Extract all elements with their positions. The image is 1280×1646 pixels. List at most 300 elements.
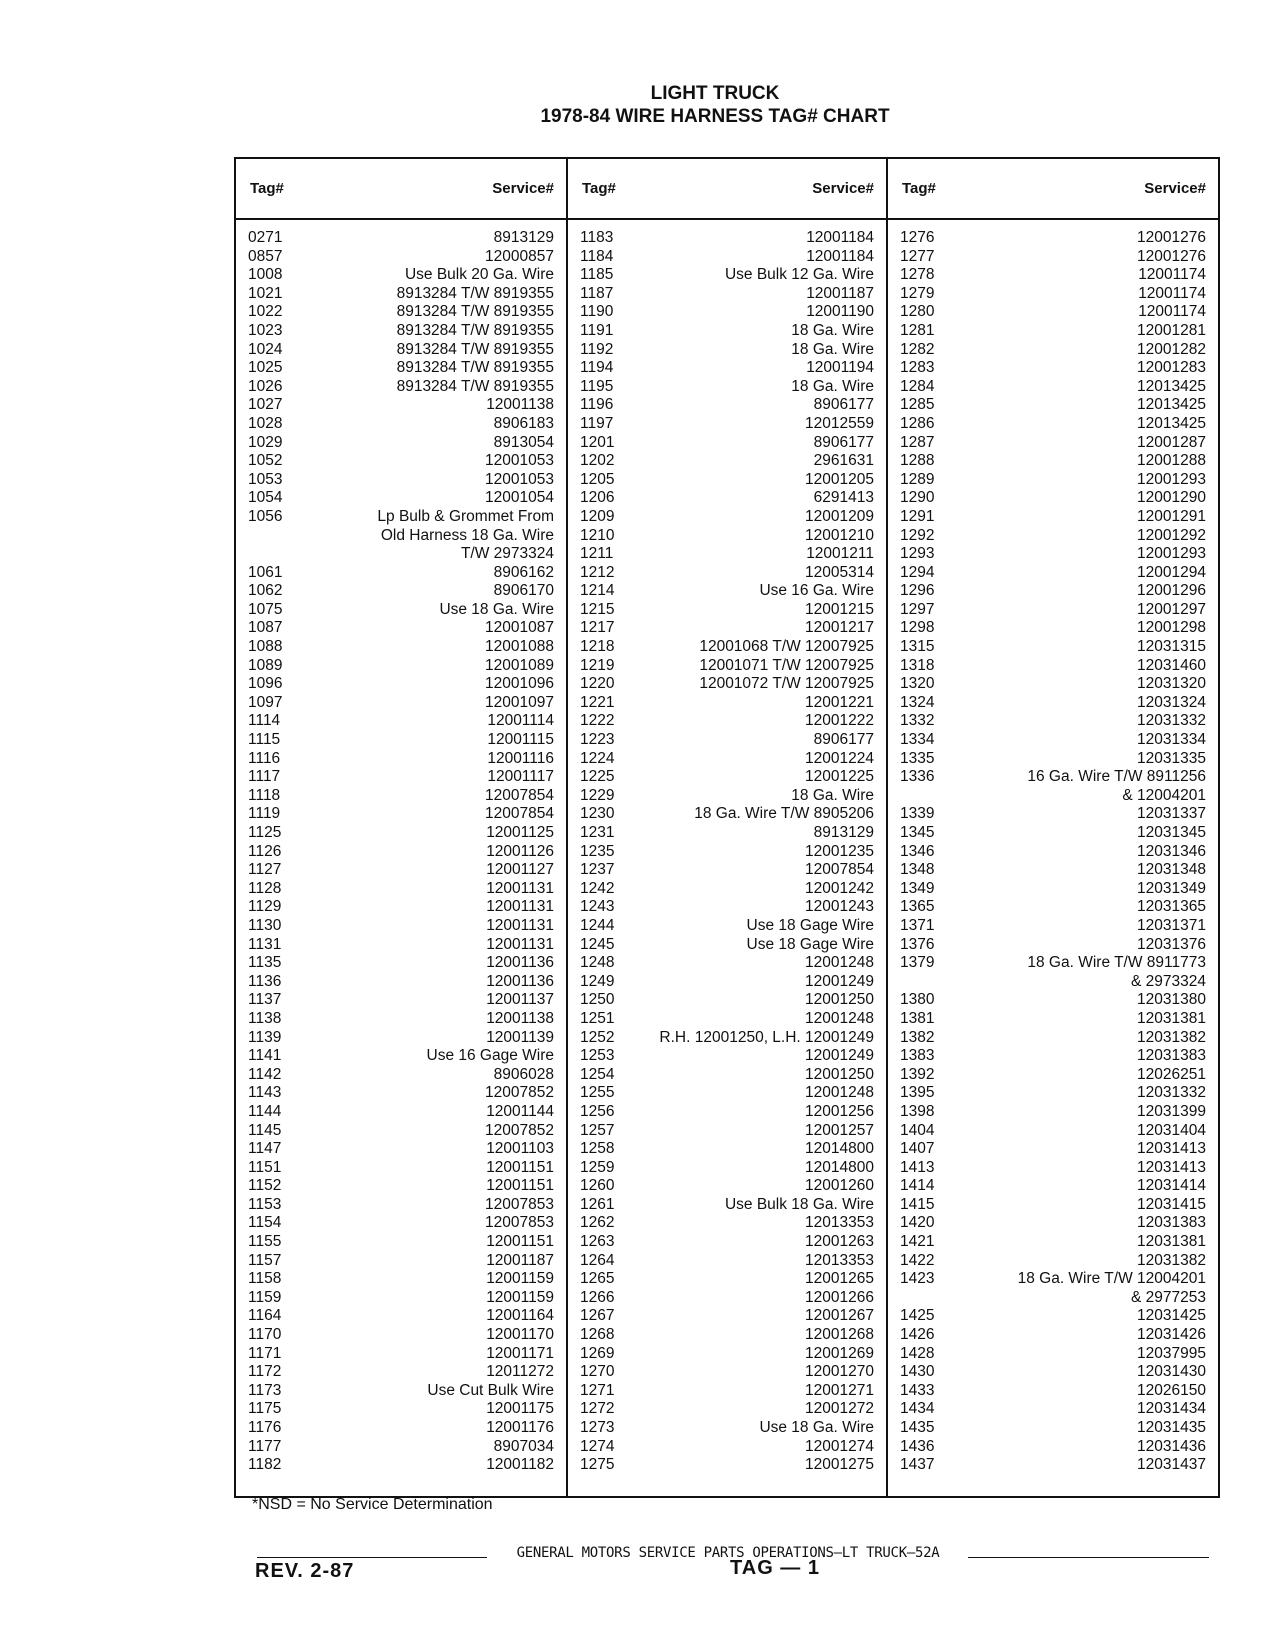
tag-number: 1062 [248, 582, 283, 600]
table-row [580, 527, 874, 546]
table-row [248, 898, 554, 917]
service-number: 12031345 [1137, 824, 1206, 841]
title-line-1: LIGHT TRUCK [650, 83, 780, 104]
tag-number: 1202 [580, 452, 615, 470]
tag-number: 1056 [248, 507, 283, 525]
service-number: 12001174 [1138, 284, 1206, 302]
tag-number: 1187 [580, 284, 614, 302]
table-row [580, 1103, 874, 1122]
table-row [248, 824, 554, 843]
table-row [248, 1233, 554, 1252]
tag-number: 1291 [900, 507, 935, 525]
tag-number: 1053 [248, 470, 283, 488]
tag-number: 1265 [580, 1270, 615, 1288]
table-row [248, 1345, 554, 1364]
service-number: 12031382 [1137, 1028, 1206, 1046]
table-row [900, 527, 1206, 546]
service-number: 12001125 [486, 824, 554, 841]
tag-number: 1024 [248, 340, 283, 358]
table-row [580, 322, 874, 341]
service-number: 12031434 [1137, 1400, 1206, 1418]
service-number: 12031413 [1137, 1140, 1206, 1158]
table-row [248, 1307, 554, 1326]
tag-number: 1171 [248, 1344, 282, 1362]
table-row [900, 991, 1206, 1010]
table-row [248, 638, 554, 657]
service-number: 12001071 T/W 12007925 [699, 656, 874, 674]
service-number: 12001137 [486, 991, 554, 1009]
tag-number: 1430 [900, 1363, 935, 1381]
table-row [248, 1456, 554, 1475]
service-number: 12001087 [485, 619, 554, 637]
table-column-3 [886, 159, 1218, 1496]
tag-number: 1028 [248, 414, 283, 432]
service-number: 12001164 [486, 1307, 554, 1325]
service-number: T/W 2973324 [460, 545, 554, 563]
service-number: 12001276 [1137, 229, 1206, 246]
table-row [900, 1456, 1206, 1475]
service-number: 12001114 [487, 712, 554, 730]
service-number: 12001068 T/W 12007925 [699, 638, 874, 656]
service-number: 12001225 [805, 768, 874, 786]
table-row [900, 787, 1206, 806]
tag-number: 1225 [580, 768, 615, 786]
service-number: 12001265 [805, 1270, 874, 1288]
tag-number: 1277 [900, 247, 935, 265]
service-number: 12001292 [1137, 526, 1206, 544]
tag-number: 1136 [248, 972, 282, 990]
service-number: 12001131 [486, 898, 554, 916]
table-row [248, 564, 554, 583]
service-number: Use 18 Ga. Wire [759, 1419, 874, 1436]
tag-number: 1229 [580, 786, 615, 804]
table-row [900, 1103, 1206, 1122]
table-row [900, 1066, 1206, 1085]
service-number: 12001053 [485, 470, 554, 488]
tag-number: 1197 [580, 414, 614, 432]
table-row [580, 378, 874, 397]
tag-number: 1379 [900, 954, 935, 972]
page-title [0, 82, 1280, 128]
tag-number: 1407 [900, 1140, 935, 1158]
tag-number: 1244 [580, 916, 615, 934]
service-number: Use Bulk 12 Ga. Wire [724, 266, 874, 284]
service-number: 12001205 [805, 470, 874, 488]
table-row [248, 954, 554, 973]
publisher-line: GENERAL MOTORS SERVICE PARTS OPERATIONS—LT TRUCK—52A [516, 1545, 940, 1561]
table-row [580, 1345, 874, 1364]
table-row [580, 359, 874, 378]
tag-number: 1269 [580, 1344, 615, 1362]
tag-number: 1428 [900, 1344, 935, 1362]
tag-number: 1173 [248, 1381, 282, 1399]
table-row [900, 601, 1206, 620]
table-row [580, 508, 874, 527]
service-number: 12001139 [486, 1028, 554, 1046]
table-row [248, 1103, 554, 1122]
column-rows [888, 220, 1218, 1475]
table-row [248, 1363, 554, 1382]
service-number: 12031315 [1137, 638, 1206, 656]
column-rows [236, 220, 566, 1475]
tag-number: 1288 [900, 452, 935, 470]
table-row [580, 1363, 874, 1382]
tag-number: 1155 [248, 1233, 282, 1251]
tag-number: 1217 [580, 619, 615, 637]
tag-number: 1172 [248, 1363, 282, 1381]
service-number: 12001097 [485, 693, 554, 711]
tag-number: 1139 [248, 1028, 282, 1046]
service-number: 12007854 [805, 861, 874, 879]
service-number: 12031332 [1137, 712, 1206, 730]
service-number: 8913284 T/W 8919355 [396, 377, 554, 395]
service-number: 12012559 [805, 414, 874, 432]
tag-number: 1263 [580, 1233, 615, 1251]
table-row [900, 1084, 1206, 1103]
table-row [900, 936, 1206, 955]
tag-number: 1088 [248, 638, 283, 656]
tag-number: 1425 [900, 1307, 935, 1325]
table-row [248, 917, 554, 936]
column-header [568, 159, 886, 220]
tag-number: 1192 [580, 340, 614, 358]
table-row [248, 991, 554, 1010]
tag-number: 1218 [580, 638, 615, 656]
service-number: Old Harness 18 Ga. Wire [380, 526, 554, 544]
service-number: Use Bulk 20 Ga. Wire [404, 266, 554, 284]
footer-rule-left [257, 1557, 487, 1558]
tag-number: 1365 [900, 898, 935, 916]
service-number: Use 18 Gage Wire [746, 935, 874, 953]
tag-number: 1147 [248, 1140, 282, 1158]
table-row [248, 434, 554, 453]
tag-number: 1284 [900, 377, 935, 395]
table-row [900, 434, 1206, 453]
tag-number: 1159 [248, 1288, 282, 1306]
service-number: Use Bulk 18 Ga. Wire [724, 1195, 874, 1213]
service-number: 12007853 [485, 1214, 554, 1232]
table-row [580, 564, 874, 583]
service-number: 12031346 [1137, 842, 1206, 860]
table-row [580, 1233, 874, 1252]
service-number: 12031380 [1137, 991, 1206, 1009]
tag-number: 1250 [580, 991, 615, 1009]
service-number: 12001187 [806, 284, 874, 302]
tag-number: 1230 [580, 805, 615, 823]
table-column-1 [236, 159, 566, 1496]
table-row [580, 285, 874, 304]
tag-number: 1210 [580, 526, 615, 544]
tag-header: Tag# [582, 180, 616, 197]
service-number: 12001209 [805, 507, 874, 525]
service-number: 12001290 [1137, 489, 1206, 507]
service-number: 18 Ga. Wire T/W 8905206 [694, 805, 874, 823]
service-number: 12001275 [805, 1456, 874, 1474]
table-row [900, 1177, 1206, 1196]
table-row [900, 1382, 1206, 1401]
tag-number: 1026 [248, 377, 283, 395]
service-number: 18 Ga. Wire [791, 340, 874, 358]
tag-number: 1025 [248, 359, 283, 377]
tag-number: 1259 [580, 1158, 615, 1176]
tag-number: 1119 [248, 805, 281, 823]
tag-number: 1383 [900, 1047, 935, 1065]
table-row [900, 229, 1206, 248]
table-row [900, 917, 1206, 936]
service-number: 12031332 [1137, 1084, 1206, 1102]
table-row [580, 936, 874, 955]
table-row [900, 1196, 1206, 1215]
service-number: 12031320 [1137, 675, 1206, 693]
table-row [580, 1438, 874, 1457]
tag-number: 1135 [248, 954, 282, 972]
table-row [580, 880, 874, 899]
service-number: 12001103 [486, 1140, 554, 1158]
service-number: Use 18 Ga. Wire [439, 600, 554, 618]
service-number: 12001283 [1137, 359, 1206, 377]
service-number: 12031348 [1137, 861, 1206, 879]
tag-number: 1261 [580, 1195, 615, 1213]
service-number: 8913284 T/W 8919355 [396, 359, 554, 377]
table-row [248, 415, 554, 434]
service-number: 12001293 [1137, 545, 1206, 563]
table-row [248, 1029, 554, 1048]
service-number: 12001266 [805, 1288, 874, 1306]
table-row [900, 1140, 1206, 1159]
tag-number: 1097 [248, 693, 283, 711]
table-row [580, 434, 874, 453]
tag-number: 1235 [580, 842, 615, 860]
service-number: 12001248 [805, 1084, 874, 1102]
service-number: 12001270 [805, 1363, 874, 1381]
service-number: 8913284 T/W 8919355 [396, 340, 554, 358]
table-row [580, 954, 874, 973]
tag-number: 1255 [580, 1084, 615, 1102]
tag-number: 1185 [580, 266, 614, 284]
tag-number: 1008 [248, 266, 283, 284]
service-number: 12001136 [486, 954, 554, 972]
service-number: 12001281 [1137, 321, 1206, 339]
tag-number: 1211 [580, 545, 614, 563]
table-row [248, 619, 554, 638]
tag-number: 1243 [580, 898, 615, 916]
table-row [580, 489, 874, 508]
table-row [580, 675, 874, 694]
tag-number: 1131 [248, 935, 282, 953]
table-row [248, 582, 554, 601]
tag-number: 1282 [900, 340, 935, 358]
table-row [580, 396, 874, 415]
service-number: 12001269 [805, 1344, 874, 1362]
service-number: 12001131 [486, 935, 554, 953]
table-row [900, 582, 1206, 601]
table-row [900, 359, 1206, 378]
table-row [580, 750, 874, 769]
tag-number: 1268 [580, 1326, 615, 1344]
service-number: 12014800 [805, 1158, 874, 1176]
table-row [248, 1419, 554, 1438]
tag-number: 1414 [900, 1177, 935, 1195]
service-number: 12031437 [1137, 1456, 1206, 1474]
tag-number: 1421 [900, 1233, 935, 1251]
table-row [248, 1326, 554, 1345]
tag-number: 1183 [580, 229, 614, 246]
service-number: 12031436 [1137, 1437, 1206, 1455]
tag-number: 1348 [900, 861, 935, 879]
table-row [580, 1066, 874, 1085]
service-header: Service# [1144, 180, 1206, 197]
tag-number: 1184 [580, 247, 614, 265]
footnote: *NSD = No Service Determination [252, 1496, 493, 1513]
table-row [580, 991, 874, 1010]
service-number: 12001136 [486, 972, 554, 990]
table-row [900, 508, 1206, 527]
tag-number: 1252 [580, 1028, 615, 1046]
service-number: 12031334 [1137, 731, 1206, 749]
service-number: 12031414 [1137, 1177, 1206, 1195]
tag-number: 1437 [900, 1456, 935, 1474]
service-number: 12031381 [1137, 1009, 1206, 1027]
table-row [900, 452, 1206, 471]
tag-number: 1190 [580, 303, 614, 321]
tag-number: 1289 [900, 470, 935, 488]
service-number: 12001115 [487, 731, 554, 749]
tag-number: 1194 [580, 359, 614, 377]
table-row [580, 1196, 874, 1215]
service-number: 8907034 [493, 1437, 554, 1455]
table-row [580, 694, 874, 713]
tag-number: 1433 [900, 1381, 935, 1399]
service-number: 8913129 [493, 229, 554, 246]
tag-number: 1334 [900, 731, 935, 749]
table-row [900, 675, 1206, 694]
table-row [248, 489, 554, 508]
service-number: Use 18 Gage Wire [746, 916, 874, 934]
revision-label: REV. 2-87 [255, 1560, 355, 1582]
tag-number: 1267 [580, 1307, 615, 1325]
table-row [900, 415, 1206, 434]
service-number: 18 Ga. Wire [791, 321, 874, 339]
service-number: 12013425 [1137, 377, 1206, 395]
table-row [900, 1010, 1206, 1029]
service-number: 12031376 [1137, 935, 1206, 953]
tag-number: 1231 [580, 824, 615, 841]
tag-number: 1434 [900, 1400, 935, 1418]
tag-number: 1336 [900, 768, 935, 786]
service-number: 12001072 T/W 12007925 [699, 675, 874, 693]
table-row [900, 1363, 1206, 1382]
table-row [248, 1084, 554, 1103]
service-number: 12001131 [486, 879, 554, 897]
service-number: Use 16 Gage Wire [426, 1047, 554, 1065]
service-number: 12001096 [485, 675, 554, 693]
service-number: 12031324 [1137, 693, 1206, 711]
table-row [580, 619, 874, 638]
service-number: R.H. 12001250, L.H. 12001249 [659, 1028, 874, 1046]
tag-number: 1215 [580, 600, 615, 618]
service-number: 12031383 [1137, 1214, 1206, 1232]
tag-number: 1276 [900, 229, 935, 246]
tag-number: 1141 [248, 1047, 282, 1065]
service-number: 8906177 [813, 396, 874, 414]
service-number: 12001170 [486, 1326, 554, 1344]
tag-number: 1027 [248, 396, 283, 414]
service-number: 12031413 [1137, 1158, 1206, 1176]
tag-number: 1245 [580, 935, 615, 953]
table-row [900, 954, 1206, 973]
service-number: 12031415 [1137, 1195, 1206, 1213]
title-line-2: 1978-84 WIRE HARNESS TAG# CHART [540, 106, 890, 127]
tag-number: 1349 [900, 879, 935, 897]
tag-number: 1054 [248, 489, 283, 507]
table-row [580, 1456, 874, 1475]
service-number: 12031349 [1137, 879, 1206, 897]
tag-number: 1152 [248, 1177, 282, 1195]
service-number: 18 Ga. Wire [791, 377, 874, 395]
table-row [900, 1159, 1206, 1178]
table-row [900, 694, 1206, 713]
service-number: 12001210 [805, 526, 874, 544]
service-number: 8906162 [493, 563, 554, 581]
service-number: 12001293 [1137, 470, 1206, 488]
service-number: 12007852 [485, 1121, 554, 1139]
service-number: 8913129 [813, 824, 874, 841]
service-number: 18 Ga. Wire T/W 8911773 [1027, 954, 1206, 972]
table-row [248, 266, 554, 285]
service-number: 8913054 [493, 433, 554, 451]
tag-number: 1222 [580, 712, 615, 730]
table-row [248, 657, 554, 676]
service-number: 12001263 [805, 1233, 874, 1251]
service-number: 12001242 [805, 879, 874, 897]
service-number: 12031426 [1137, 1326, 1206, 1344]
table-row [248, 303, 554, 322]
tag-number: 1143 [248, 1084, 282, 1102]
table-row [248, 396, 554, 415]
service-number: 12001138 [486, 1009, 554, 1027]
tag-number: 1253 [580, 1047, 615, 1065]
tag-number: 1256 [580, 1102, 615, 1120]
service-number: 12001287 [1137, 433, 1206, 451]
service-number: 8906183 [493, 414, 554, 432]
table-row [248, 471, 554, 490]
tag-number: 1324 [900, 693, 935, 711]
tag-number: 1371 [900, 916, 935, 934]
tag-number: 1209 [580, 507, 615, 525]
tag-number: 1283 [900, 359, 935, 377]
table-row [580, 712, 874, 731]
service-number: 8913284 T/W 8919355 [396, 303, 554, 321]
table-row [248, 1066, 554, 1085]
tag-number: 1144 [248, 1102, 282, 1120]
table-row [580, 1419, 874, 1438]
service-number: 12001144 [486, 1102, 554, 1120]
tag-number: 1089 [248, 656, 283, 674]
table-row [580, 973, 874, 992]
tag-header: Tag# [902, 180, 936, 197]
table-row [580, 471, 874, 490]
service-number: 12031365 [1137, 898, 1206, 916]
service-number: 18 Ga. Wire [791, 786, 874, 804]
table-row [900, 1419, 1206, 1438]
table-row [248, 322, 554, 341]
service-number: 12031383 [1137, 1047, 1206, 1065]
table-row [900, 341, 1206, 360]
table-row [900, 805, 1206, 824]
table-row [580, 898, 874, 917]
tag-number: 1175 [248, 1400, 282, 1418]
service-number: 12001235 [805, 842, 874, 860]
